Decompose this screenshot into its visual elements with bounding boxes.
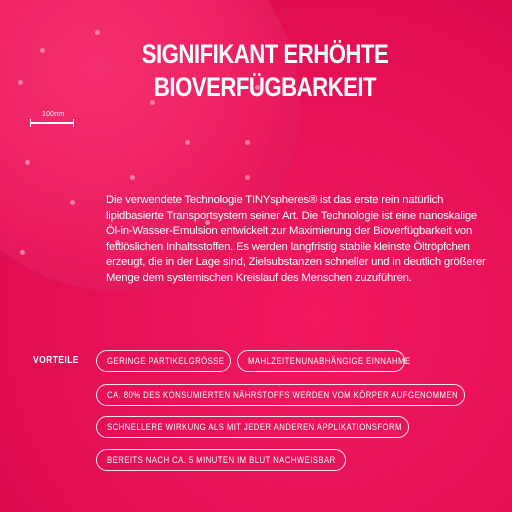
advantage-pill	[96, 350, 231, 372]
description-paragraph: Die verwendete Technologie TINYspheres® ist das erste rein natürlich lipidbasierte Transportsystem seiner Art. Die Technologie ist eine nanoskalige Öl-in-Wasser-Emulsion entwickelt zur Maximierung der Bioverfügbarkeit von fettlöslichen Inhaltsstoffen. Es werden langfristig stabile kleinste Öltröpfchen erzeugt, die in der Lage sind, Zielsubstanzen schneller und in deutlich größerer Menge dem systemischen Kreislauf des Menschen zuzuführen.	[106, 194, 486, 284]
advantage-pill	[96, 416, 409, 438]
title-line-2: BIOVERFÜGBARKEIT	[153, 72, 377, 102]
title-line-1: SIGNIFIKANT ERHÖHTE	[141, 39, 389, 69]
advantage-text: MAHLZEITENUNABHÄNGIGE EINNAHME	[248, 356, 411, 367]
page-title	[130, 38, 401, 104]
advantage-pill	[237, 350, 411, 372]
advantage-text: SCHNELLERE WIRKUNG ALS MIT JEDER ANDEREN APPLIKATIONSFORM	[107, 422, 402, 433]
advantage-pill	[96, 384, 465, 406]
advantage-text: GERINGE PARTIKELGRÖSSE	[107, 356, 225, 367]
advantage-text: BEREITS NACH CA. 5 MINUTEN IM BLUT NACHWEISBAR	[107, 455, 336, 466]
scale-label: 100nm	[42, 111, 65, 118]
scale-bar	[30, 122, 74, 124]
advantage-pill	[96, 449, 346, 471]
advantage-text: CA. 80% DES KONSUMIERTEN NÄHRSTOFFS WERDEN VOM KÖRPER AUFGENOMMEN	[107, 390, 458, 401]
advantages-label: VORTEILE	[33, 355, 79, 366]
